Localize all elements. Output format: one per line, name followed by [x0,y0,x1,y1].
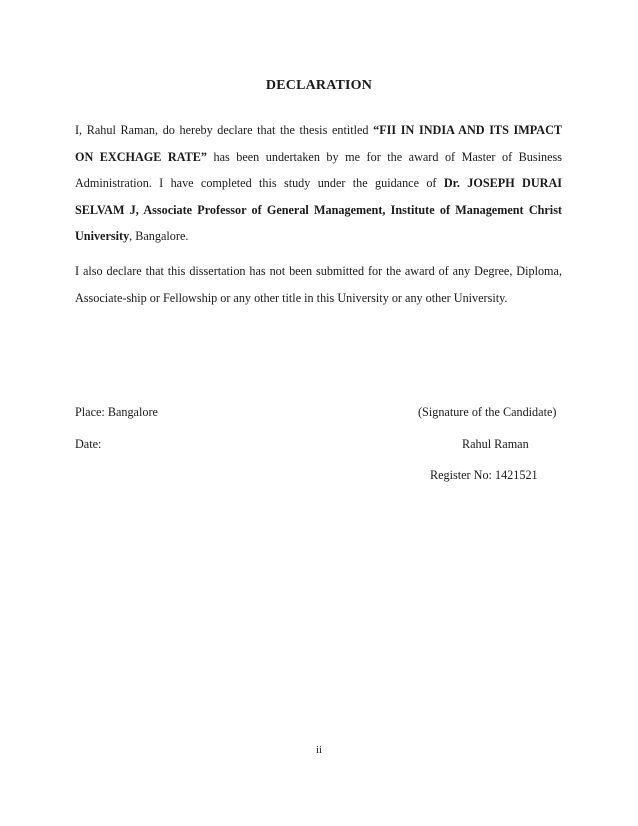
originality-paragraph [75,258,562,311]
paragraph-line [75,144,562,171]
text-run: has been undertaken by me for the award of Master of Business [206,149,562,164]
signature-label: (Signature of the Candidate) [418,405,557,419]
paragraph-line [75,170,562,197]
guide-details-bold: SELVAM J, Associate Professor of General Management, Institute of Management Christ [75,202,562,217]
declaration-paragraph [75,117,562,250]
place-label: Place: Bangalore [75,405,158,419]
paragraph-line [75,223,562,250]
paragraph-line: Associate-ship or Fellowship or any other title in this University or any other University. [75,290,508,305]
thesis-title-bold: ON EXCHAGE RATE” [75,149,207,164]
university-bold: University [75,229,130,243]
page-number: ii [315,744,323,756]
paragraph-line: I also declare that this dissertation has not been submitted for the award of any Degree, Diploma, [75,264,562,278]
page-title: DECLARATION [265,78,373,93]
text-run: Administration. I have completed this study under the guidance of [75,176,444,190]
register-number: Register No: 1421521 [430,468,538,482]
guide-name-bold: Dr. JOSEPH DURAI [443,176,562,190]
text-run: , Bangalore. [129,229,189,243]
date-label: Date: [75,437,102,451]
paragraph-line [75,117,562,144]
text-run: I, Rahul Raman, do hereby declare that the thesis entitled [75,123,374,137]
candidate-name: Rahul Raman [462,437,529,451]
thesis-title-bold: “FII IN INDIA AND ITS IMPACT [373,123,562,137]
paragraph-line [75,197,562,224]
